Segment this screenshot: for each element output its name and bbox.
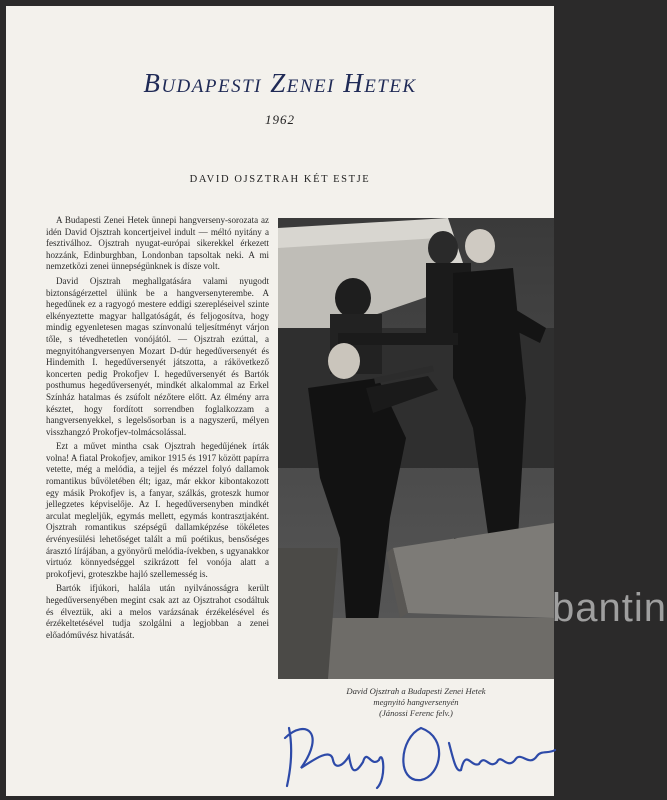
article-paragraph: Bartók ifjúkori, halála után nyilvánosságra került hegedűversenyében megint csak azt az Ojsztrahot csodáltuk és élveztük, aki a melos varázsának érzékelésével és érzékeltetésével tudja szolgálni a legjobban a zenei előadóművész hivatását.: [46, 583, 269, 640]
article-paragraph: Ezt a művet mintha csak Ojsztrah hegedűjének írták volna! A fiatal Prokofjev, amikor 1915 és 1917 között papírra vetette, még a melódia, a tejjel és mézzel folyó dallamok romantikus bűvöletében élt; igaz, már ekkor kibontakozott egy másik Prokofjev is, a fanyar, szálkás, groteszk humor jellegzetes képviselője. Az I. hegedűversenyben mindkét arculat megleljük, egymás mellett, egymás kontrasztjaként. Ojsztrah romantikus szépségű dallamképzése tökéletes érvényesülési lehetőséget talált a mű poétikus, bensőséges árasztó lírájában, a gyönyörű melódia-ívekben, s ugyanakkor virtuóz könnyedséggel szikrázott fel vonója alatt a prokofjevi, groteszkbe hajló szellemesség is.: [46, 441, 269, 579]
concert-photo: [278, 218, 667, 679]
article-paragraph: A Budapesti Zenei Hetek ünnepi hangverseny-sorozata az idén David Ojsztrah koncertjeivel indult — méltó nyitány a fesztiválhoz. Ojsztrah nyugat-európai sikerekkel érkezett hozzánk, Edinburghban, Londonban tapsoltak neki. A mi nemzetközi zenei ünnepségünknek is dísze volt.: [46, 215, 269, 272]
article-paragraph: David Ojsztrah meghallgatására valami nyugodt biztonságérzettel ülünk be a hangversenyterembe. A hegedűnek ez a ragyogó mestere eddigi szerepléseivel szinte elkényeztette magyar hallgatóságát, és feljogosítva, hogy mindig egyenletesen magas színvonalú teljesítményt várjon tőle, s tévedhetetlen vonójától. — Ojsztrah ezúttal, a megnyitóhangversenyen Mozart D-dúr hegedűversenyét és Hindemith I. hegedűversenyét játszotta, a rákövetkező koncerten pedig Prokofjev I. hegedűversenyét és Bartók posthumus hegedűversenyét, mindkét alkalommal az Erkel Színház hatalmas és zsúfolt nézőtere előtt. Az élmény arra késztet, hogy fordított sorrendben foglalkozzam a hangversenyekkel, s legelsősorban is a nagyszerű, mélyen visszhangzó Prokofjev-tolmácsolással.: [46, 275, 269, 437]
watermark: bantin: [552, 586, 667, 630]
festival-year: 1962: [265, 112, 295, 127]
caption-line: David Ojsztrah a Budapesti Zenei Hetek: [346, 686, 486, 696]
festival-title: Budapesti Zenei Hetek: [143, 68, 417, 98]
autograph-signature: [271, 698, 561, 793]
caption-line: megnyitó hangversenyén: [373, 697, 459, 707]
caption-line: (Jánossi Ferenc felv.): [379, 708, 453, 718]
program-page: [6, 6, 667, 796]
article-title: DAVID OJSZTRAH KÉT ESTJE: [189, 174, 371, 185]
article-body: [46, 215, 269, 641]
concert-photo-image: [278, 218, 554, 679]
